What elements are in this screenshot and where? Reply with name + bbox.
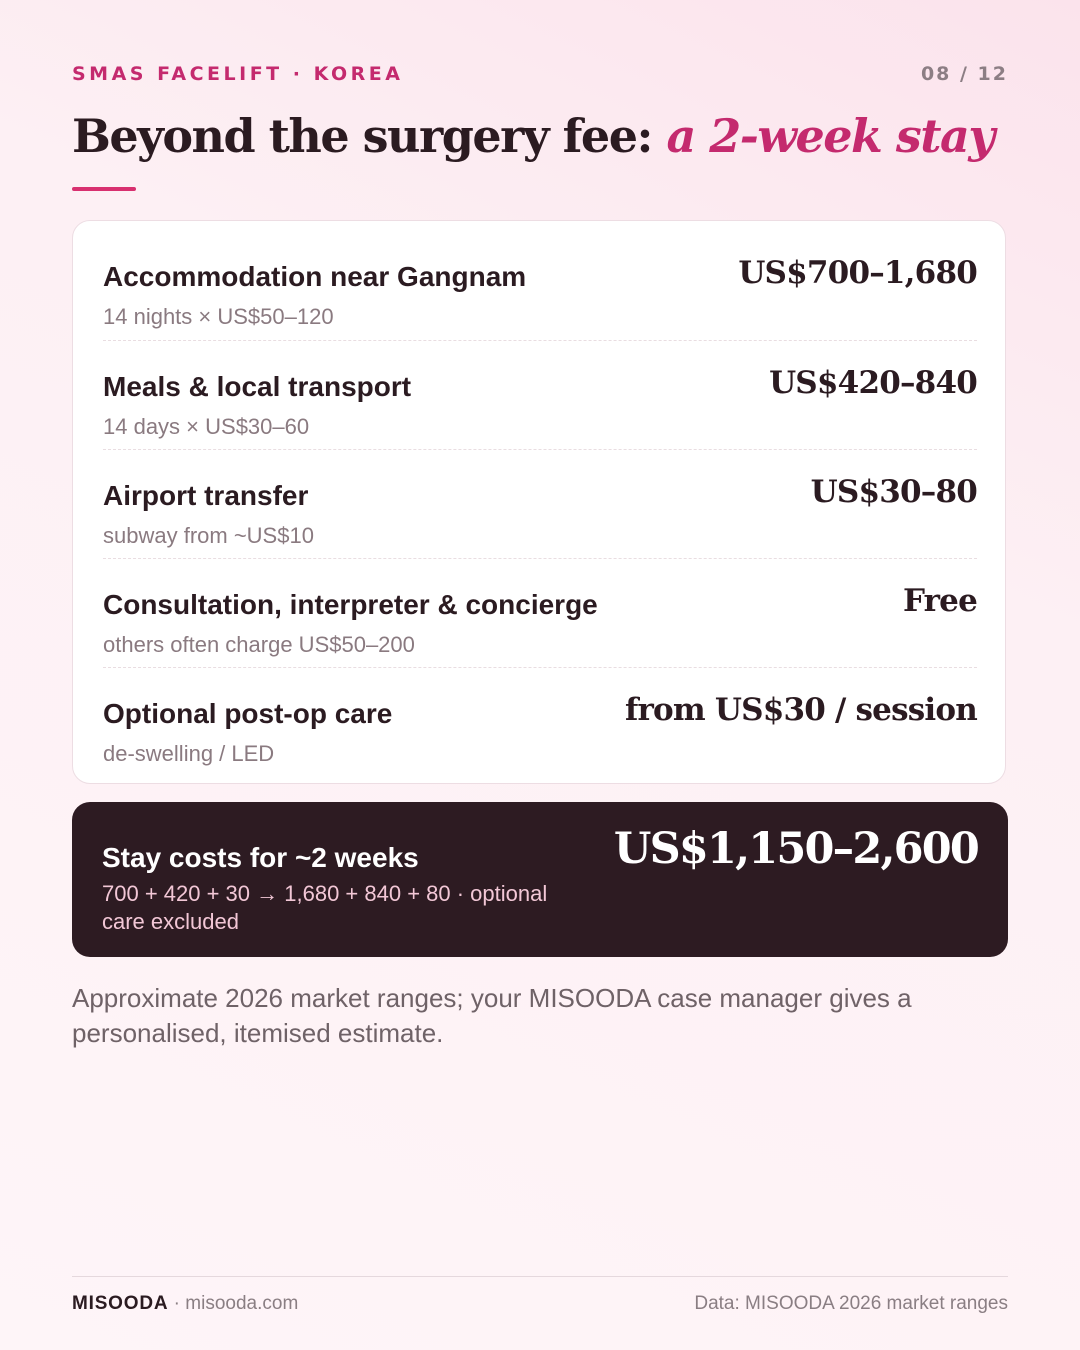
cost-item-price: from US$30 / session bbox=[624, 692, 977, 728]
page-title-main: Beyond the surgery fee: bbox=[72, 109, 667, 163]
cost-row-accommodation bbox=[103, 231, 977, 340]
disclaimer-footnote: Approximate 2026 market ranges; your MISOODA case manager gives a personalised, itemised estimate. bbox=[72, 983, 912, 1048]
page-title bbox=[72, 100, 994, 172]
cost-item-detail: 14 days × US$30–60 bbox=[103, 414, 310, 439]
brand-name: MISOODA bbox=[72, 1293, 169, 1314]
website-link[interactable]: misooda.com bbox=[185, 1293, 299, 1314]
cost-item-detail: de-swelling / LED bbox=[103, 741, 275, 766]
cost-item-name: Optional post-op care bbox=[103, 698, 393, 729]
cost-item-name: Consultation, interpreter & concierge bbox=[103, 589, 598, 620]
cost-item-price: Free bbox=[902, 583, 977, 619]
data-source-note: Data: MISOODA 2026 market ranges bbox=[694, 1293, 1008, 1314]
cost-item-detail: 14 nights × US$50–120 bbox=[103, 304, 334, 329]
eyebrow-label: SMAS FACELIFT · KOREA bbox=[72, 63, 404, 85]
cost-breakdown-card bbox=[72, 220, 1006, 784]
cost-row-post-op-care bbox=[103, 667, 977, 777]
footer-separator: · bbox=[168, 1293, 186, 1314]
cost-item-name: Accommodation near Gangnam bbox=[103, 261, 527, 292]
total-cost-panel bbox=[72, 802, 1008, 957]
cost-item-name: Airport transfer bbox=[103, 480, 309, 511]
cost-item-name: Meals & local transport bbox=[103, 371, 412, 402]
cost-row-meals-transport bbox=[103, 340, 977, 450]
total-calculation-note: 700 + 420 + 30 → 1,680 + 840 + 80 · optional care excluded bbox=[102, 881, 548, 934]
cost-item-price: US$420–840 bbox=[769, 365, 977, 401]
page-indicator: 08 / 12 bbox=[920, 63, 1008, 85]
page-title-accent: a 2-week stay bbox=[666, 109, 994, 163]
cost-item-detail: others often charge US$50–200 bbox=[103, 632, 415, 657]
total-label: Stay costs for ~2 weeks bbox=[102, 842, 419, 873]
footer-brand bbox=[72, 1293, 298, 1315]
footer-divider bbox=[72, 1276, 1008, 1277]
total-price: US$1,150–2,600 bbox=[613, 824, 978, 874]
title-underline bbox=[72, 187, 136, 191]
cost-item-detail: subway from ~US$10 bbox=[103, 523, 314, 548]
cost-item-price: US$30–80 bbox=[810, 474, 977, 510]
cost-row-consultation bbox=[103, 558, 977, 668]
cost-item-price: US$700–1,680 bbox=[738, 255, 977, 291]
cost-row-airport-transfer bbox=[103, 449, 977, 559]
